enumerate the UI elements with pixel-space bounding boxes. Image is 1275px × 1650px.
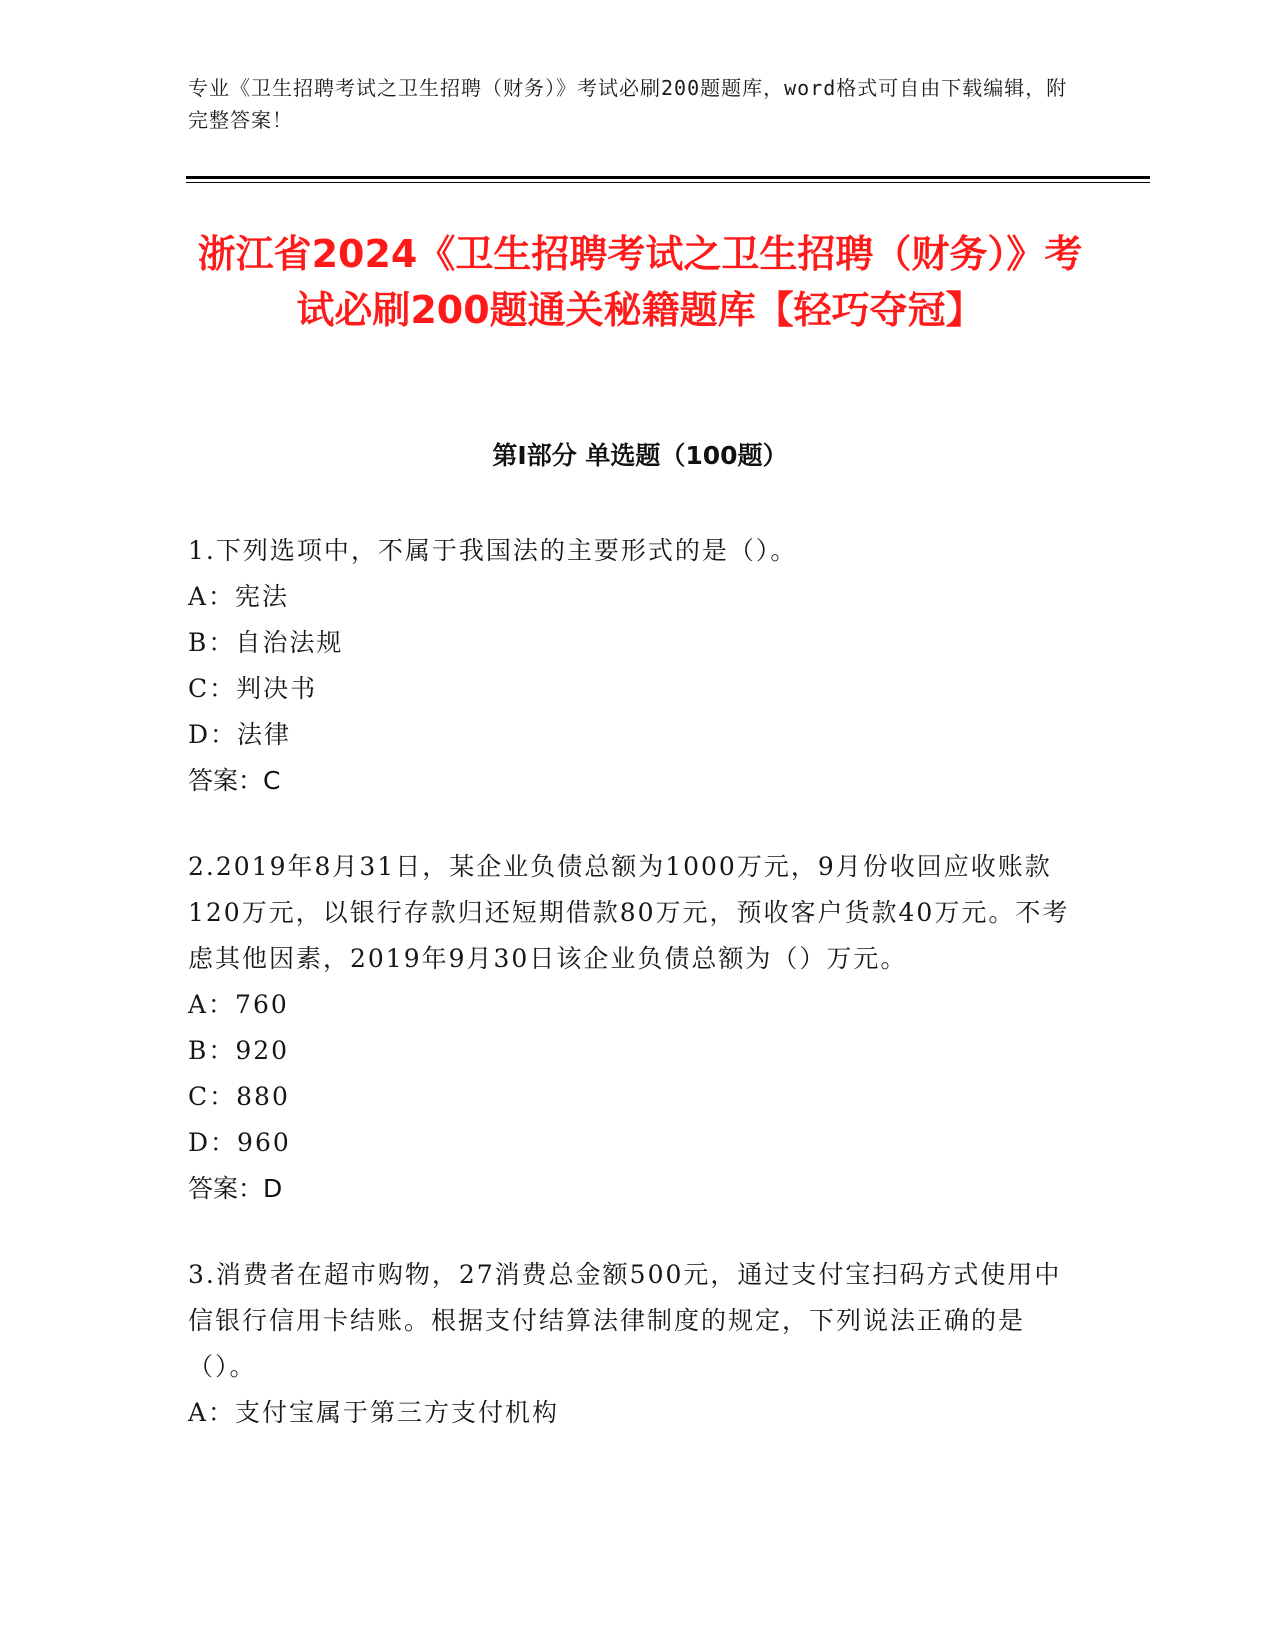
- document-title: 浙江省2024《卫生招聘考试之卫生招聘（财务）》考试必刷200题通关秘籍题库【轻巧夺冠】: [197, 232, 1083, 332]
- question-2: [188, 844, 1078, 1212]
- option-c: C：判决书: [188, 674, 318, 703]
- answer-line: 答案：D: [188, 1174, 283, 1203]
- header-divider-thick: [186, 176, 1150, 179]
- option-b: B：自治法规: [188, 628, 344, 657]
- option-a: A：支付宝属于第三方支付机构: [188, 1398, 560, 1427]
- header-divider-thin: [186, 182, 1150, 183]
- question-1: [188, 528, 1078, 804]
- question-list: [188, 528, 1078, 1476]
- question-text: 3.消费者在超市购物，27消费总金额500元，通过支付宝扫码方式使用中信银行信用卡结账。根据支付结算法律制度的规定，下列说法正确的是（）。: [188, 1260, 1062, 1381]
- question-3: [188, 1252, 1078, 1436]
- answer-line: 答案：C: [188, 766, 281, 795]
- option-a: A：宪法: [188, 582, 290, 611]
- header-note: 专业《卫生招聘考试之卫生招聘（财务）》考试必刷200题题库，word格式可自由下载编辑，附完整答案！: [188, 76, 1068, 132]
- option-d: D：法律: [188, 720, 292, 749]
- section-title: 第Ⅰ部分 单选题（100题）: [492, 441, 788, 470]
- option-a: A：760: [188, 990, 289, 1019]
- question-text: 2.2019年8月31日，某企业负债总额为1000万元，9月份收回应收账款120万元，以银行存款归还短期借款80万元，预收客户货款40万元。不考虑其他因素，2019年9月30日该企业负债总额为（）万元。: [188, 852, 1070, 973]
- option-c: C：880: [188, 1082, 290, 1111]
- question-text: 1.下列选项中，不属于我国法的主要形式的是（）。: [188, 536, 798, 565]
- option-b: B：920: [188, 1036, 290, 1065]
- option-d: D：960: [188, 1128, 291, 1157]
